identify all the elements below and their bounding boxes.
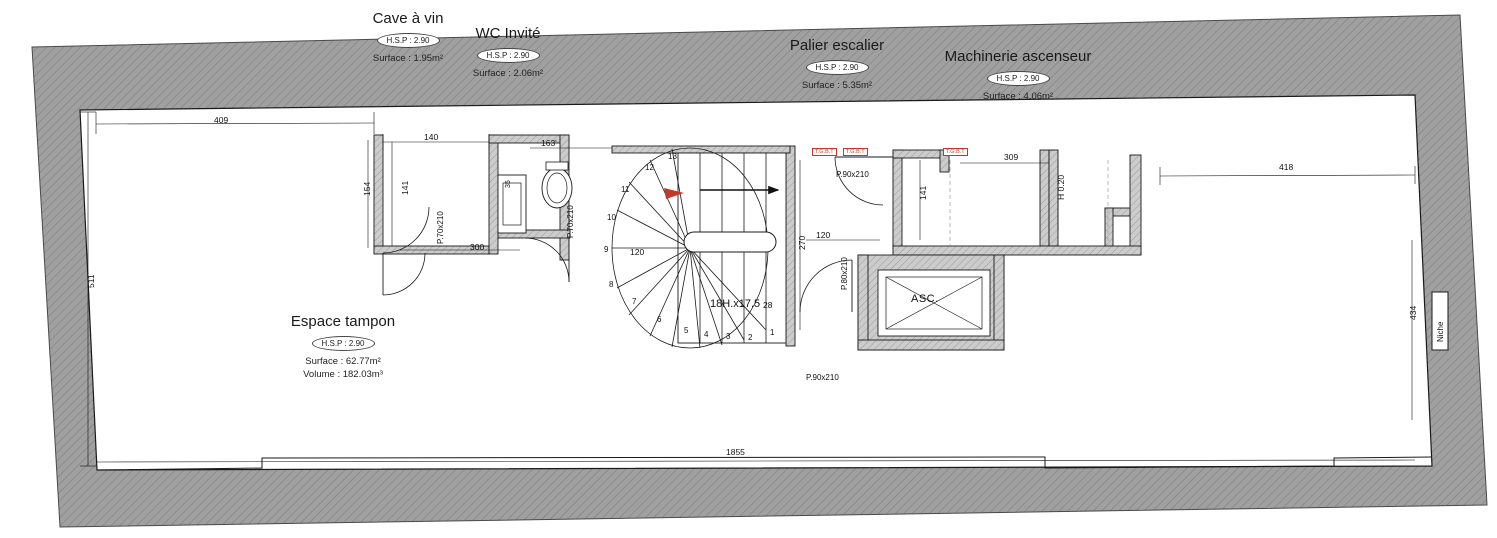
room-hsp-badge: H.S.P : 2.90 xyxy=(377,33,440,48)
room-surface: Surface : 62.77m² xyxy=(305,356,381,367)
step-number: 1 xyxy=(770,328,775,337)
dim-28: 28 xyxy=(763,300,773,310)
dim-35: 35 xyxy=(505,180,512,188)
step-number: 13 xyxy=(668,152,677,161)
dim-418: 418 xyxy=(1279,162,1294,172)
door-p80x210: P.80x210 xyxy=(840,257,849,290)
room-title: Palier escalier xyxy=(789,37,885,54)
dim-270: 270 xyxy=(797,235,807,250)
tgbt-3: T.G.B.T xyxy=(943,148,968,156)
room-block-wc-invite xyxy=(438,25,578,79)
dim-409: 409 xyxy=(214,115,229,125)
dim-141b: 141 xyxy=(918,185,928,200)
door-p90x210-top: P.90x210 xyxy=(836,170,869,179)
dim-511: 511 xyxy=(86,274,96,288)
room-block-machinerie-ascenseur xyxy=(928,48,1108,102)
room-title: WC Invité xyxy=(475,25,541,42)
room-surface: Surface : 1.95m² xyxy=(372,53,444,64)
room-surface: Surface : 4.06m² xyxy=(982,91,1054,102)
dim-h-020: H 0.20 xyxy=(1056,174,1066,200)
room-hsp-badge: H.S.P : 2.90 xyxy=(312,336,375,351)
step-number: 3 xyxy=(726,332,731,341)
stair-spec-label: 18H.x17.5 xyxy=(710,298,761,310)
step-number: 4 xyxy=(704,330,709,339)
dim-140: 140 xyxy=(424,132,439,142)
asc-label: ASC. xyxy=(911,293,939,305)
room-hsp-badge: H.S.P : 2.90 xyxy=(477,48,540,63)
room-block-espace-tampon xyxy=(253,313,433,380)
dim-154: 154 xyxy=(362,181,372,196)
step-number: 2 xyxy=(748,333,753,342)
dim-120a: 120 xyxy=(816,230,831,240)
step-number: 8 xyxy=(609,280,614,289)
tgbt-1: T.G.B.T xyxy=(812,148,837,156)
door-p70x210-a: P.70x210 xyxy=(436,211,445,244)
step-number: 11 xyxy=(621,185,630,194)
room-block-palier-escalier xyxy=(757,37,917,91)
room-title: Espace tampon xyxy=(290,313,396,330)
door-p70x210-b: P.70x210 xyxy=(566,205,575,238)
room-title: Machinerie ascenseur xyxy=(944,48,1092,65)
step-number: 5 xyxy=(684,326,689,335)
step-number: 10 xyxy=(607,213,616,222)
step-number: 7 xyxy=(632,297,637,306)
room-hsp-badge: H.S.P : 2.90 xyxy=(806,60,869,75)
room-hsp-badge: H.S.P : 2.90 xyxy=(987,71,1050,86)
dim-120b: 120 xyxy=(630,247,645,257)
dim-141a: 141 xyxy=(400,180,410,195)
tgbt-2: T.G.B.T xyxy=(843,148,868,156)
niche-label: Niche xyxy=(1436,321,1445,342)
step-number: 12 xyxy=(645,163,654,172)
dim-163: 163' xyxy=(541,138,557,148)
step-number: 9 xyxy=(604,245,609,254)
dim-434: 434 xyxy=(1408,305,1418,320)
step-number: 6 xyxy=(657,315,662,324)
dim-309: 309 xyxy=(1004,152,1019,162)
dim-1855: 1855 xyxy=(726,447,745,457)
room-volume: Volume : 182.03m³ xyxy=(303,369,383,380)
room-surface: Surface : 5.35m² xyxy=(801,80,873,91)
room-title: Cave à vin xyxy=(372,10,444,27)
dim-300: 300 xyxy=(470,242,485,252)
door-p90x210-bottom: P.90x210 xyxy=(806,373,839,382)
room-surface: Surface : 2.06m² xyxy=(472,68,544,79)
